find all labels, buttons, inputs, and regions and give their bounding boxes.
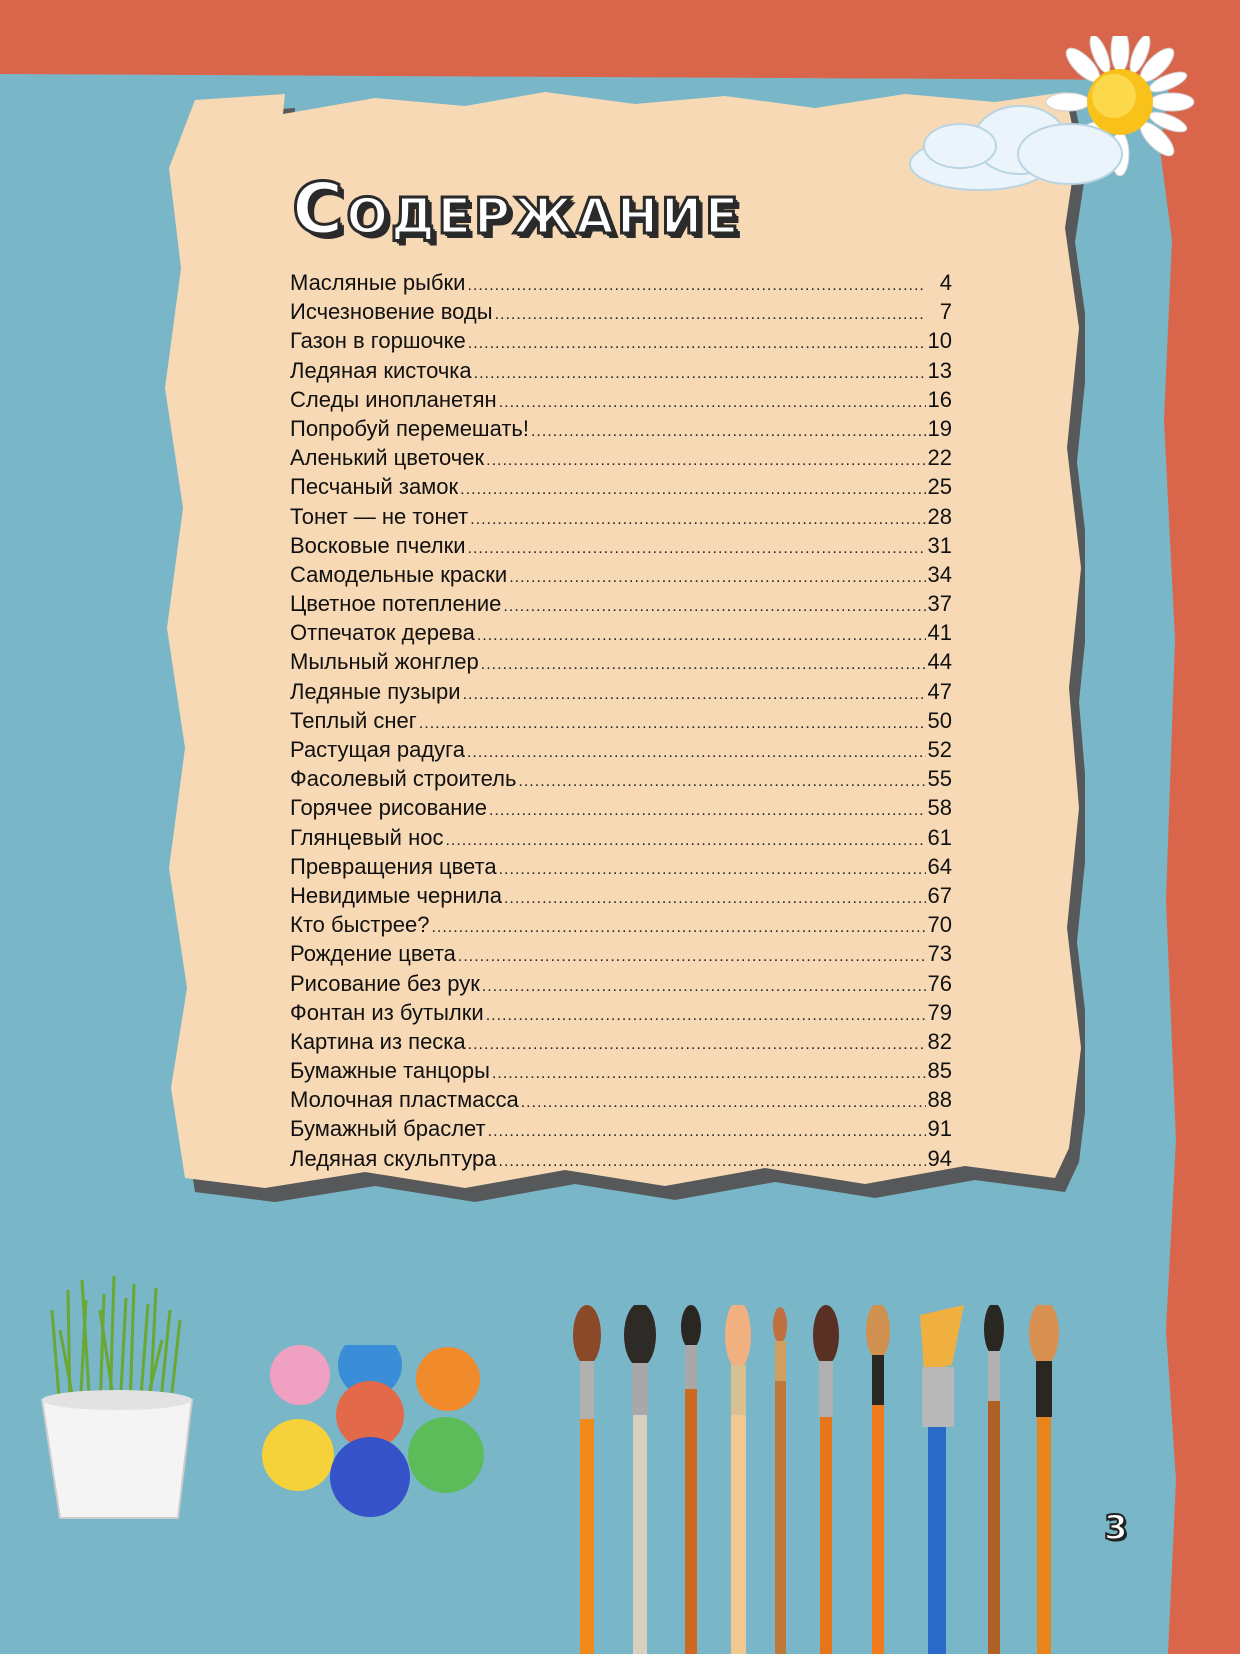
toc-leader-dots <box>474 365 926 383</box>
toc-leader-dots <box>486 1007 926 1025</box>
cloud-icon <box>910 106 1122 190</box>
toc-entry-title: Ледяная кисточка <box>290 357 472 383</box>
toc-leader-dots <box>531 423 926 441</box>
toc-leader-dots <box>488 1123 926 1141</box>
toc-entry-page: 58 <box>927 795 952 821</box>
toc-entry-title: Кто быстрее? <box>290 912 430 938</box>
toc-entry <box>290 387 952 416</box>
toc-leader-dots <box>521 1094 926 1112</box>
toc-leader-dots <box>470 511 925 529</box>
toc-entry <box>290 270 952 299</box>
toc-entry-title: Глянцевый нос <box>290 824 444 850</box>
toc-entry-title: Цветное потепление <box>290 591 502 617</box>
toc-leader-dots <box>463 686 926 704</box>
toc-entry-title: Рождение цвета <box>290 941 456 967</box>
toc-entry-page: 79 <box>927 999 952 1025</box>
toc-entry-page: 13 <box>927 357 952 383</box>
toc-entry-title: Горячее рисование <box>290 795 487 821</box>
toc-entry <box>290 766 952 795</box>
toc-entry <box>290 941 952 970</box>
toc-entry-title: Следы инопланетян <box>290 386 497 412</box>
toc-entry-page: 4 <box>939 270 952 295</box>
toc-entry <box>290 328 952 357</box>
toc-entry <box>290 971 952 1000</box>
toc-leader-dots <box>467 744 926 762</box>
toc-entry-page: 28 <box>927 503 952 529</box>
toc-leader-dots <box>486 452 925 470</box>
toc-entry-title: Аленький цветочек <box>290 445 485 471</box>
toc-entry-title: Картина из песка <box>290 1028 466 1054</box>
toc-entry-page: 47 <box>927 678 952 704</box>
toc-entry-title: Масляные рыбки <box>290 270 466 295</box>
toc-leader-dots <box>495 306 926 324</box>
toc-entry-page: 37 <box>927 591 952 617</box>
toc-leader-dots <box>468 540 926 558</box>
toc-leader-dots <box>499 861 926 879</box>
toc-entry-title: Фасолевый строитель <box>290 766 517 792</box>
toc-entry-title: Отпечаток дерева <box>290 620 475 646</box>
toc-entry <box>290 883 952 912</box>
toc-entry-title: Песчаный замок <box>290 474 459 500</box>
toc-leader-dots <box>509 569 925 587</box>
toc-entry-title: Теплый снег <box>290 707 417 733</box>
toc-entry <box>290 737 952 766</box>
toc-leader-dots <box>477 627 926 645</box>
toc-leader-dots <box>467 277 926 295</box>
toc-entry-page: 55 <box>927 766 952 792</box>
toc-entry-page: 41 <box>927 620 952 646</box>
toc-entry-title: Растущая радуга <box>290 737 465 762</box>
toc-leader-dots <box>460 481 925 499</box>
toc-entry-page: 73 <box>927 941 952 967</box>
toc-entry-page: 76 <box>927 970 952 996</box>
toc-entry-title: Бумажный браслет <box>290 1116 486 1142</box>
toc-entry <box>290 1000 952 1029</box>
toc-entry <box>290 708 952 737</box>
paint-jars-icon <box>262 1345 512 1530</box>
toc-leader-dots <box>468 1036 926 1054</box>
grass-pot-icon <box>30 1270 210 1530</box>
toc-entry-title: Восковые пчелки <box>290 532 466 558</box>
toc-entry-page: 7 <box>939 299 952 325</box>
paintbrushes-icon <box>560 1305 1120 1654</box>
table-of-contents <box>290 270 952 1175</box>
toc-entry-title: Молочная пластмасса <box>290 1087 519 1113</box>
toc-leader-dots <box>468 335 926 353</box>
toc-leader-dots <box>518 773 925 791</box>
toc-entry-page: 10 <box>927 328 952 354</box>
toc-entry-page: 88 <box>927 1087 952 1113</box>
toc-entry <box>290 1116 952 1145</box>
toc-entry-page: 50 <box>927 707 952 733</box>
toc-entry <box>290 1087 952 1116</box>
toc-leader-dots <box>431 919 925 937</box>
toc-entry-title: Превращения цвета <box>290 853 497 879</box>
toc-entry-title: Ледяная скульптура <box>290 1145 497 1171</box>
toc-entry-title: Тонет — не тонет <box>290 503 469 529</box>
page-title: Содержание <box>292 168 742 250</box>
toc-leader-dots <box>419 715 926 733</box>
toc-entry-title: Бумажные танцоры <box>290 1058 490 1084</box>
toc-entry-page: 25 <box>927 474 952 500</box>
toc-leader-dots <box>492 1065 926 1083</box>
toc-entry-page: 31 <box>927 532 952 558</box>
toc-leader-dots <box>503 598 925 616</box>
toc-entry-title: Рисование без рук <box>290 970 480 996</box>
toc-leader-dots <box>481 656 926 674</box>
toc-entry-title: Ледяные пузыри <box>290 678 461 704</box>
toc-entry <box>290 679 952 708</box>
toc-entry <box>290 562 952 591</box>
toc-entry-page: 16 <box>927 386 952 412</box>
toc-entry-page: 19 <box>927 415 952 441</box>
toc-entry <box>290 299 952 328</box>
toc-entry-page: 44 <box>927 649 952 675</box>
toc-entry-page: 52 <box>927 737 952 762</box>
toc-leader-dots <box>504 890 926 908</box>
toc-leader-dots <box>499 394 926 412</box>
toc-entry <box>290 445 952 474</box>
toc-entry <box>290 795 952 824</box>
toc-entry <box>290 474 952 503</box>
toc-entry <box>290 1029 952 1058</box>
toc-entry-page: 70 <box>927 912 952 938</box>
toc-entry <box>290 1146 952 1175</box>
toc-entry-page: 94 <box>927 1145 952 1171</box>
toc-entry <box>290 620 952 649</box>
toc-entry-title: Попробуй перемешать! <box>290 415 529 441</box>
toc-entry-page: 82 <box>927 1028 952 1054</box>
toc-entry-title: Самодельные краски <box>290 561 508 587</box>
toc-entry <box>290 1058 952 1087</box>
toc-entry-page: 67 <box>927 882 952 908</box>
toc-entry <box>290 504 952 533</box>
toc-entry-title: Мыльный жонглер <box>290 649 479 675</box>
toc-entry-title: Исчезновение воды <box>290 299 493 325</box>
page-number: 3 <box>1104 1508 1128 1548</box>
toc-entry-title: Газон в горшочке <box>290 328 466 354</box>
sun-icon <box>900 36 1220 206</box>
toc-entry-page: 61 <box>927 824 952 850</box>
toc-entry-page: 64 <box>927 853 952 879</box>
toc-entry-title: Невидимые чернила <box>290 882 502 908</box>
toc-entry <box>290 854 952 883</box>
toc-entry-title: Фонтан из бутылки <box>290 999 484 1025</box>
toc-entry <box>290 416 952 445</box>
toc-leader-dots <box>445 832 925 850</box>
toc-leader-dots <box>489 802 926 820</box>
toc-leader-dots <box>499 1153 926 1171</box>
toc-entry-page: 91 <box>927 1116 952 1142</box>
toc-entry <box>290 825 952 854</box>
toc-leader-dots <box>458 948 926 966</box>
toc-entry <box>290 533 952 562</box>
toc-entry <box>290 649 952 678</box>
toc-entry <box>290 591 952 620</box>
toc-entry <box>290 912 952 941</box>
toc-entry-page: 85 <box>927 1058 952 1084</box>
toc-leader-dots <box>482 978 926 996</box>
toc-entry-page: 22 <box>927 445 952 471</box>
toc-entry-page: 34 <box>927 561 952 587</box>
toc-entry <box>290 358 952 387</box>
